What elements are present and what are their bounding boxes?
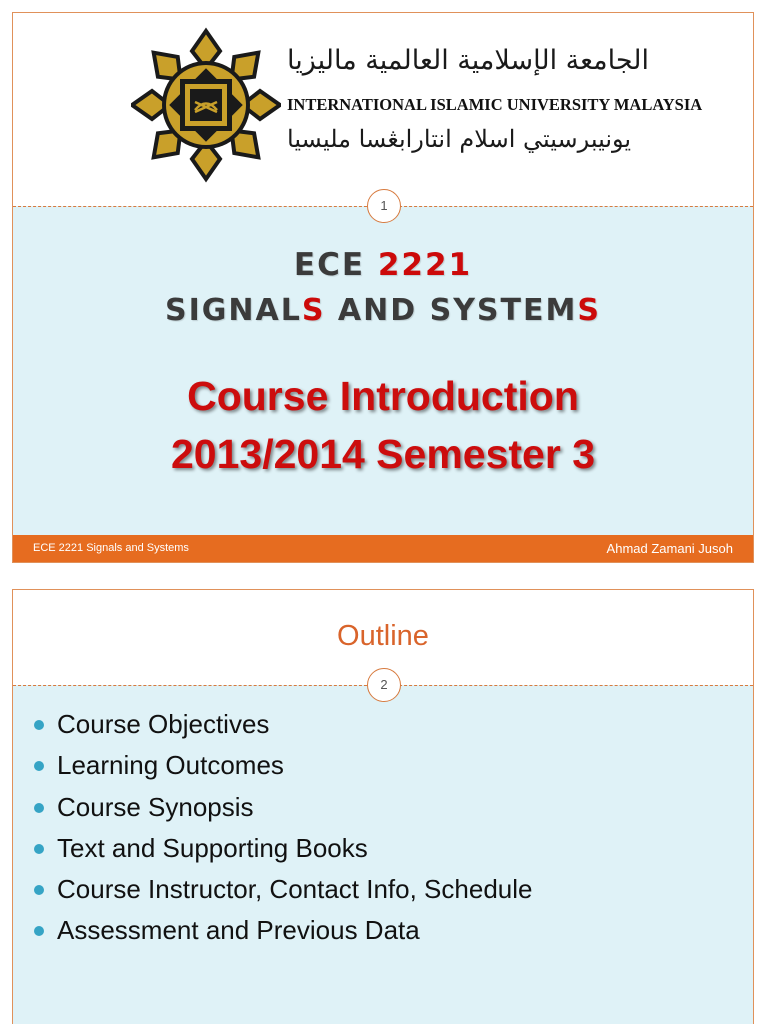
course-code-number: 2221 xyxy=(377,247,473,283)
course-code xyxy=(13,247,753,283)
university-jawi-title: يونيبرسيتي اسلام انتارابڠسا مليسيا xyxy=(287,125,632,153)
list-item xyxy=(33,874,532,915)
outline-item-label: Text and Supporting Books xyxy=(57,832,368,863)
course-name-part2: AND SYSTEM xyxy=(325,293,578,328)
footer-course: ECE 2221 Signals and Systems xyxy=(33,542,189,554)
outline-item-label: Course Synopsis xyxy=(57,791,254,822)
outline-item-label: Course Objectives xyxy=(57,709,270,739)
list-item xyxy=(33,915,532,956)
iium-emblem-icon xyxy=(131,27,281,183)
course-name-part1: SIGNAL xyxy=(165,293,302,328)
bullet-icon xyxy=(34,885,44,895)
course-name-s1: S xyxy=(301,293,326,328)
slide-number: 2 xyxy=(367,668,401,702)
bullet-icon xyxy=(34,720,44,730)
university-name: INTERNATIONAL ISLAMIC UNIVERSITY MALAYSIA xyxy=(287,95,703,114)
university-arabic-title: الجامعة الإسلامية العالمية ماليزيا xyxy=(287,45,650,76)
course-introduction-title: Course Introduction xyxy=(187,373,579,419)
bullet-icon xyxy=(34,761,44,771)
list-item xyxy=(33,750,532,791)
semester-title: 2013/2014 Semester 3 xyxy=(170,431,595,477)
outline-list xyxy=(33,709,532,957)
course-name-s2: S xyxy=(577,293,601,328)
list-item xyxy=(33,709,532,750)
bullet-icon xyxy=(34,926,44,936)
bullet-icon xyxy=(34,844,44,854)
slide-2 xyxy=(12,589,754,1024)
university-logo xyxy=(131,27,703,185)
outline-item-label: Course Instructor, Contact Info, Schedule xyxy=(57,874,533,905)
course-name xyxy=(13,293,753,328)
bullet-icon xyxy=(34,803,44,813)
list-item xyxy=(33,792,532,833)
outline-item-label: Learning Outcomes xyxy=(57,750,284,781)
slide-1 xyxy=(12,12,754,563)
outline-item-label: Assessment and Previous Data xyxy=(57,915,420,946)
course-code-prefix: ECE xyxy=(293,247,378,283)
slide-footer xyxy=(13,535,753,562)
list-item xyxy=(33,833,532,874)
slide-number: 1 xyxy=(367,189,401,223)
outline-title: Outline xyxy=(337,620,429,652)
footer-author: Ahmad Zamani Jusoh xyxy=(606,541,733,556)
slide-1-header xyxy=(13,13,753,206)
